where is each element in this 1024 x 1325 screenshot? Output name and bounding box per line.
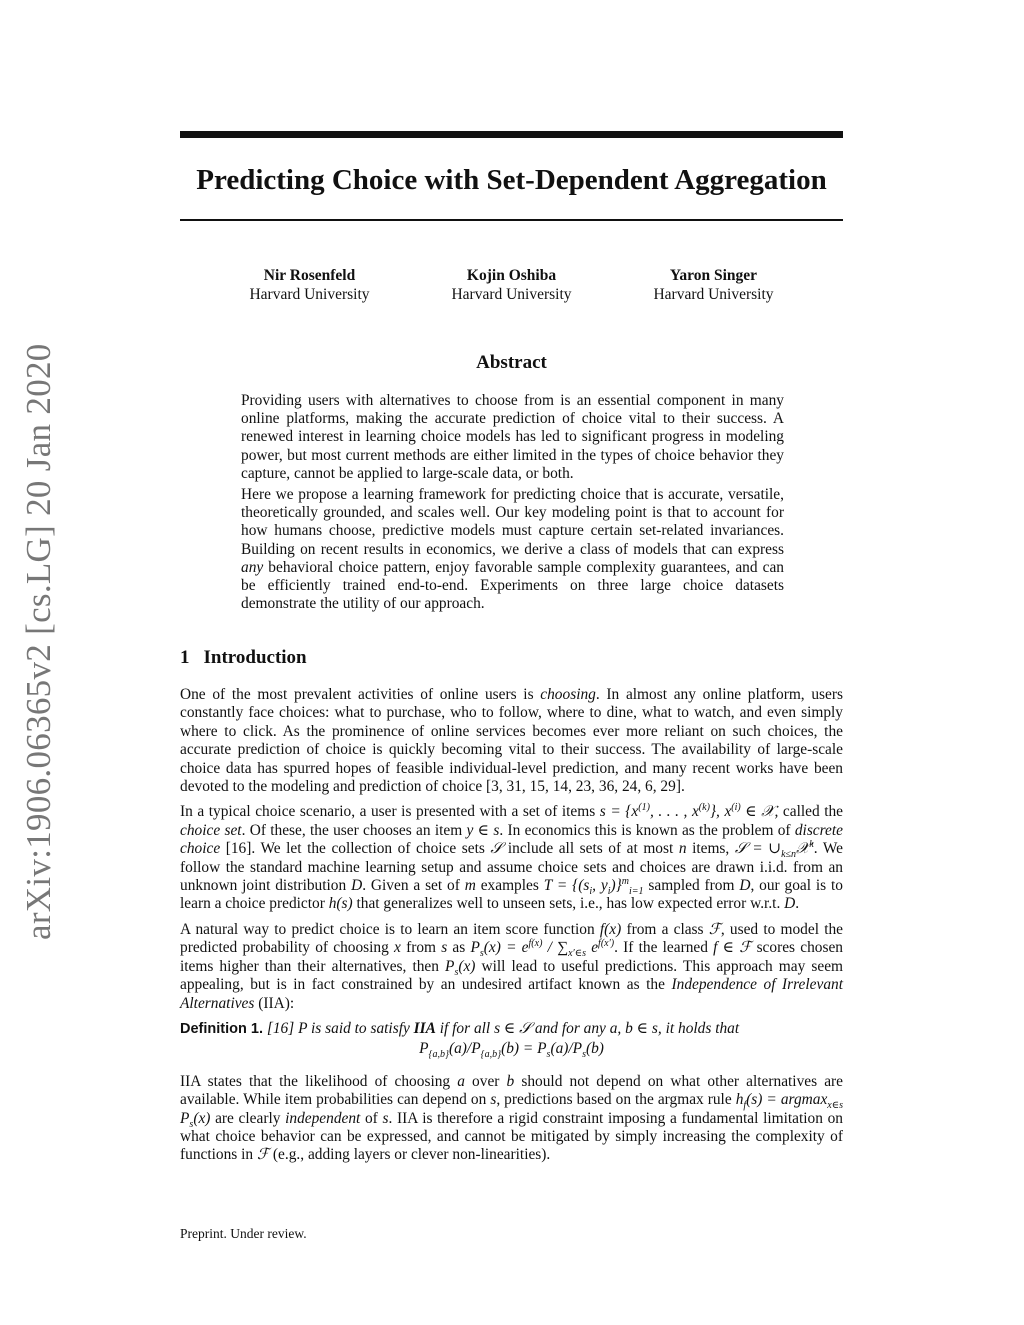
intro-paragraph-2: In a typical choice scenario, a user is presented with a set of items $s = \{x^{(1)}$, . . . , $x^{(k)}$}, $x^{(i)}$ ∈ 𝒳, called the choice set. Of these, the user chooses an item y ∈ s. In economics this is known as the problem of discrete choice [16]. We let the collection of choice sets 𝒮 include all sets of at most n items, 𝒮 = $\cup_{k\le n}𝒳^k$. We follow the standard machine learning setup and assume choice sets and choices are drawn i.i.d. from an unknown joint distribution D. Given a set of m examples $T = \{(s_i$, $y_i)\}^m_{i=1}$ sampled from D, our goal is to learn a choice predictor h(s) that generalizes well to unseen sets, i.e., has low expected error w.r.t. D. [180, 802, 844, 913]
intro-paragraph-1: One of the most prevalent activities of online users is choosing. In almost any online platform, users constantly face choices: what to purchase, who to follow, where to dine, what to watch, and even simply where to click. As the prominence of online services becomes ever more reliant on such choices, the accurate prediction of choice is quickly becoming vital to their success. The availability of large-scale choice data has spurred hopes of feasible individual-level prediction, and many recent works have been devoted to the modeling and prediction of choice [3, 31, 15, 14, 23, 36, 24, 6, 29]. [180, 686, 843, 796]
section-heading-introduction [180, 645, 307, 671]
author-1 [209, 266, 411, 304]
definition-label: Definition 1. [180, 1020, 263, 1037]
author-name: Kojin Oshiba [466, 267, 557, 284]
author-name: Nir Rosenfeld [263, 267, 356, 284]
abstract-paragraph-1: Providing users with alternatives to choose from is an essential component in many online platforms, making the accurate prediction of choice vital to their success. A renewed interest in learning choice models has led to significant progress in modeling power, but most current methods are either limited in the types of choice behavior they capture, cannot be applied to large-scale data, or both. [241, 392, 784, 482]
top-rule [180, 131, 843, 138]
introduction-body [180, 686, 843, 1172]
author-2 [411, 266, 613, 304]
abstract-body [241, 392, 784, 616]
definition-1: Definition 1. [16] P is said to satisfy IIA if for all s ∈ 𝒮 and for any a, b ∈ s, it holds that [180, 1019, 740, 1037]
iia-equation: $P_{\{a,b\}}(a)/P_{\{a,b\}}(b) = P_s(a)/P_s(b)$ [419, 1040, 604, 1061]
footer-note: Preprint. Under review. [180, 1226, 307, 1241]
paper-title: Predicting Choice with Set-Dependent Aggregation [196, 164, 827, 196]
author-block [180, 266, 843, 304]
section-number: 1 [180, 647, 190, 668]
author-name: Yaron Singer [669, 267, 758, 284]
abstract-heading: Abstract [476, 352, 547, 373]
intro-paragraph-3: A natural way to predict choice is to learn an item score function f(x) from a class ℱ, used to model the predicted probability of choosing x from s as $P_s(x) = e^{f(x)} / \sum_{x'\in s}$ $e^{f(x')}$. If the learned f ∈ ℱ scores chosen items higher than their alternatives, then $P_s(x)$ will lead to useful predictions. This approach may seem appealing, but is in fact constrained by an undesired artifact known as the Independence of Irrelevant Alternatives (IIA): [180, 920, 844, 1012]
arxiv-side-stamp: arXiv:1906.06365v2 [cs.LG] 20 Jan 2020 [19, 343, 58, 940]
author-3 [613, 266, 815, 304]
intro-paragraph-4: IIA states that the likelihood of choosing a over b should not depend on what other alternatives are available. While item probabilities can depend on s, predictions based on the argmax rule $h_f(s) = argmax_{x\in s}$ $P_s(x)$ are clearly independent of s. IIA is therefore a rigid constraint imposing a fundamental limitation on what choice behavior can be expressed, and cannot be mitigated by simply increasing the complexity of functions in ℱ (e.g., adding layers or clever non-linearities). [180, 1072, 844, 1164]
author-affiliation: Harvard University [653, 286, 774, 303]
abstract-paragraph-2: Here we propose a learning framework for predicting choice that is accurate, versatile, theoretically grounded, and scales well. Our key modeling point is that to account for how humans choose, predictive models must capture certain set-related invariances. Building on recent results in economics, we derive a class of models that can express any behavioral choice pattern, enjoy favorable sample complexity guarantees, and can be efficiently trained end-to-end. Experiments on three large choice datasets demonstrate the utility of our approach. [241, 486, 784, 613]
author-affiliation: Harvard University [249, 286, 370, 303]
title-rule [180, 219, 843, 221]
section-title: Introduction [203, 647, 307, 668]
author-affiliation: Harvard University [451, 286, 572, 303]
